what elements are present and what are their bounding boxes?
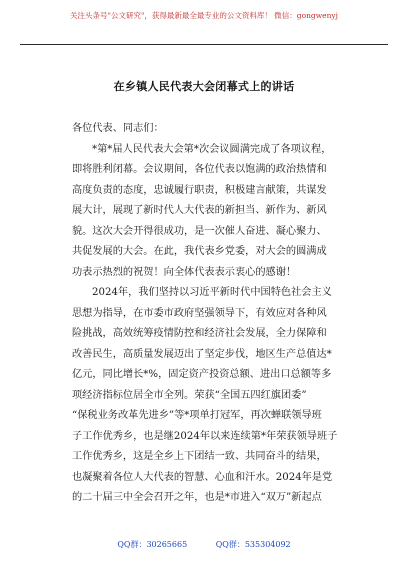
paragraph-line: 改善民生，高质量发展迈出了坚定步伐，地区生产总值达* [72, 348, 332, 360]
paragraph-line: 共促发展的大会。在此，我代表乡党委，对大会的圆满成 [72, 246, 327, 257]
paragraph-line: 的二十届三中全会召开之年，也是*市进入“双万”新起点 [72, 492, 322, 503]
paragraph-line: 险挑战，高效统筹疫情防控和经济社会发展，全力保障和 [72, 328, 327, 339]
qq-group-1: QQ群：30265665 [117, 540, 188, 549]
promo-header [0, 10, 408, 22]
paragraph-line: 高度负责的态度，忠诚履行职责，积极建言献策，共谋发 [72, 184, 327, 196]
paragraph-line: *第*届人民代表大会第*次会议圆满完成了各项议程， [92, 143, 332, 155]
paragraph-line: 2024年，我们坚持以习近平新时代中国特色社会主义 [92, 287, 332, 298]
document-body [72, 119, 346, 509]
paragraph-line: 貌。这次大会开得很成功，是一次催人奋进、凝心聚力、 [72, 225, 327, 237]
paragraph-line: 即将胜利闭幕。会议期间，各位代表以饱满的政治热情和 [72, 164, 327, 175]
salutation: 各位代表、同志们： [72, 123, 164, 134]
paragraph-line: 功表示热烈的祝贺！向全体代表表示衷心的感谢！ [72, 266, 297, 278]
qq-group-2: QQ群：535304092 [215, 540, 291, 549]
paragraph-line: 思想为指导，在市委市政府坚强领导下，有效应对各种风 [72, 307, 327, 319]
promo-header-text: 关注头条号"公文研究"，获得最新最全最专业的公文资料库！ 微信：gongwenyj [70, 11, 338, 20]
paragraph-line: 子工作优秀乡，也是继2024年以来连续第*年荣获领导班子 [72, 430, 338, 442]
header-divider [20, 44, 388, 45]
paragraph-line: “保税业务改革先进乡”等*项单打冠军，再次蝉联领导班 [72, 410, 322, 421]
paragraph-line: 展大计，展现了新时代人大代表的新担当、新作为、新风 [72, 205, 327, 216]
paragraph-line: 亿元，同比增长*%，固定资产投资总额、进出口总额等多 [72, 369, 332, 380]
paragraph-line: 也凝聚着各位人大代表的智慧、心血和汗水。2024年是党 [72, 471, 333, 483]
paragraph-line: 项经济指标位居全市全列。荣获“全国五四红旗团委” [72, 389, 307, 401]
document-title: 在乡镇人民代表大会闭幕式上的讲话 [113, 80, 295, 93]
qq-footer [0, 539, 408, 551]
paragraph-line: 工作优秀乡，这是全乡上下团结一致、共同奋斗的结果， [72, 451, 327, 462]
